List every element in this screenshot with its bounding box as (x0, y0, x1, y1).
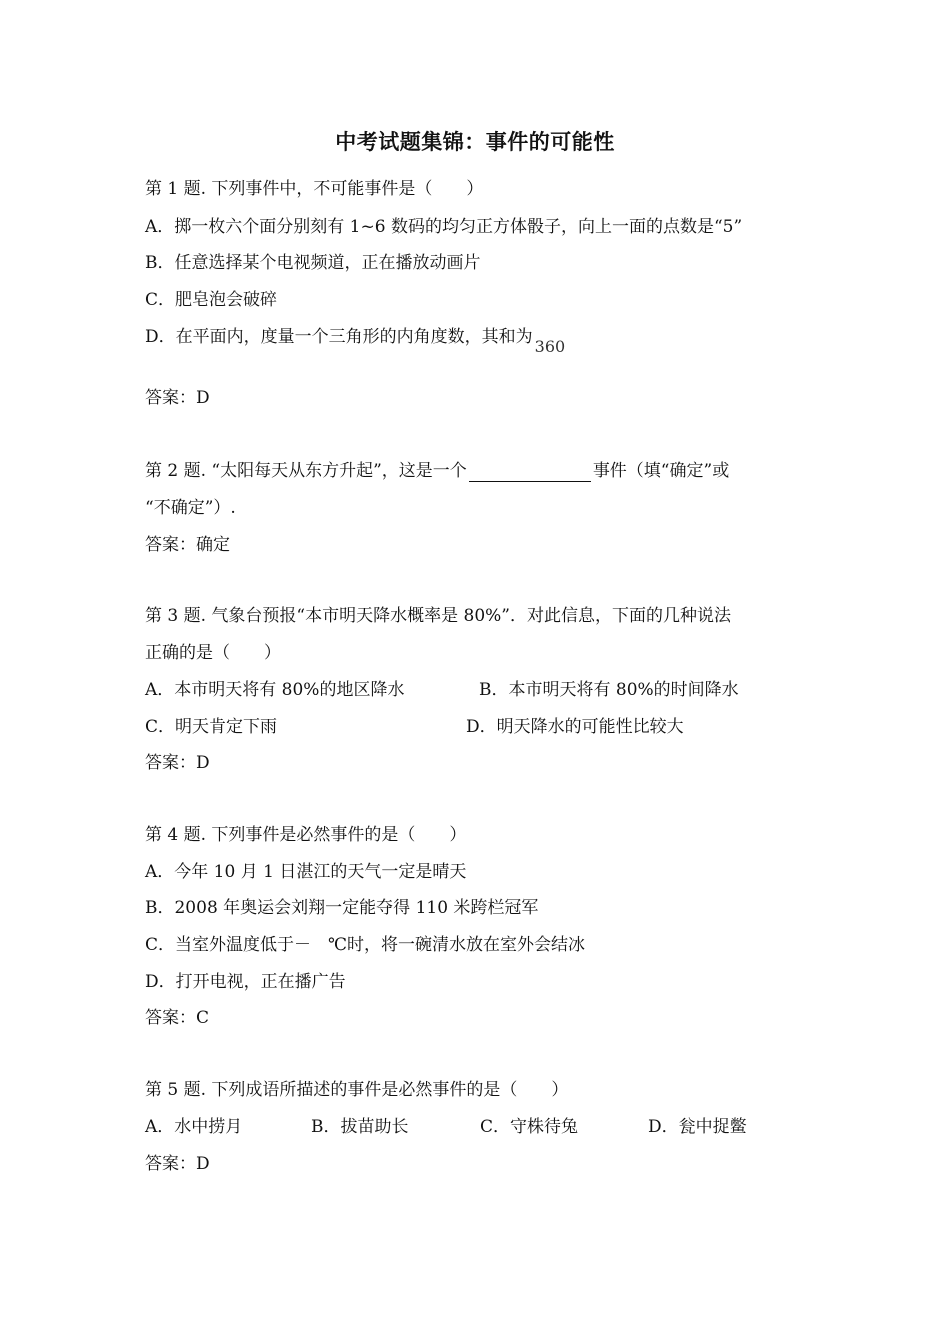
q5-answer: 答案：D (145, 1154, 210, 1174)
q1-answer: 答案：D (145, 388, 210, 408)
q3-option-d: D．明天降水的可能性比较大 (466, 717, 684, 737)
q1-option-a: A．掷一枚六个面分别刻有 1~6 数码的均匀正方体骰子，向上一面的点数是“5” (145, 217, 743, 237)
q1-option-d (145, 326, 566, 356)
q4-option-b: B．2008 年奥运会刘翔一定能夺得 110 米跨栏冠军 (145, 898, 539, 918)
q2-answer: 答案：确定 (145, 535, 230, 555)
q5-option-b: B．拔苗助长 (311, 1117, 409, 1137)
q1-option-d-text: D．在平面内，度量一个三角形的内角度数，其和为 (145, 327, 533, 347)
q3-answer: 答案：D (145, 753, 210, 773)
q4-option-d: D．打开电视，正在播广告 (145, 972, 346, 992)
page-title: 中考试题集锦：事件的可能性 (335, 129, 615, 154)
q5-option-a: A．水中捞月 (145, 1117, 243, 1137)
q3-stem-line2: 正确的是（ ） (145, 643, 281, 663)
q5-option-d: D．瓮中捉鳖 (648, 1117, 747, 1137)
q4-option-c: C．当室外温度低于－ ℃时，将一碗清水放在室外会结冰 (145, 935, 586, 955)
q1-option-c: C．肥皂泡会破碎 (145, 290, 278, 310)
q4-stem: 第 4 题. 下列事件是必然事件的是（ ） (145, 825, 467, 845)
q2-stem-line2: “不确定”）. (145, 498, 236, 518)
q3-stem-line1: 第 3 题. 气象台预报“本市明天降水概率是 80%”．对此信息，下面的几种说法 (145, 606, 732, 626)
q5-stem: 第 5 题. 下列成语所描述的事件是必然事件的是（ ） (145, 1080, 569, 1100)
q3-option-c: C．明天肯定下雨 (145, 717, 278, 737)
q2-fill-blank (469, 463, 591, 482)
q4-answer: 答案：C (145, 1008, 210, 1028)
q4-option-a: A．今年 10 月 1 日湛江的天气一定是晴天 (145, 862, 467, 882)
q1-option-d-value: 360 (534, 337, 566, 356)
q2-stem (145, 460, 729, 482)
q5-option-c: C．守株待兔 (480, 1117, 579, 1137)
q3-option-a: A．本市明天将有 80%的地区降水 (145, 680, 405, 700)
q2-stem-before: 第 2 题. “太阳每天从东方升起”，这是一个 (145, 461, 467, 481)
q3-option-b: B．本市明天将有 80%的时间降水 (479, 680, 739, 700)
q1-stem: 第 1 题. 下列事件中，不可能事件是（ ） (145, 179, 484, 199)
q1-option-b: B．任意选择某个电视频道，正在播放动画片 (145, 253, 481, 273)
q2-stem-after: 事件（填“确定”或 (592, 461, 730, 481)
